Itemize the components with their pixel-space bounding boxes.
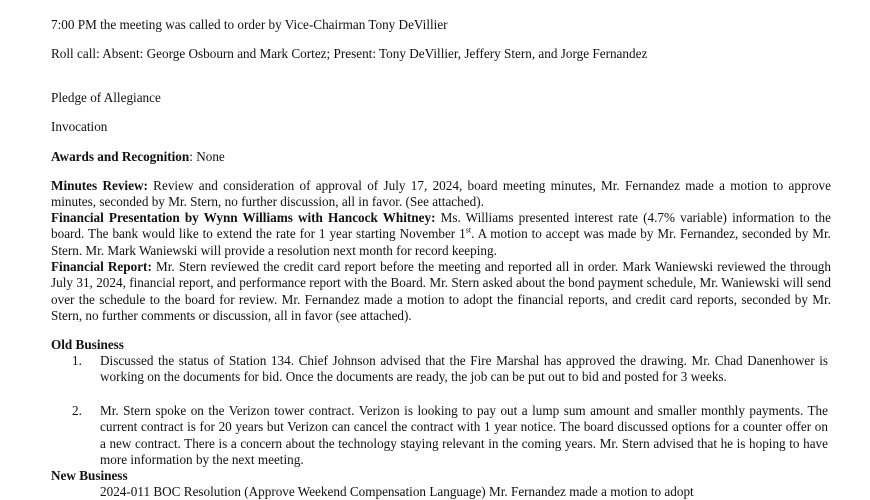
new-business-title: New Business (51, 468, 128, 483)
awards-line (51, 149, 225, 165)
old-business-item-2 (72, 403, 828, 468)
invocation-line: Invocation (51, 119, 108, 134)
awards-label: Awards and Recognition (51, 149, 190, 164)
new-business-partial-item: 2024-011 BOC Resolution (Approve Weekend Compensation Language) Mr. Fernandez made a motion to adopt (100, 484, 694, 499)
financial-presentation-paragraph (51, 210, 831, 259)
roll-call-line: Roll call: Absent: George Osbourn and Mark Cortez; Present: Tony DeVillier, Jeffery Stern, and Jorge Fernandez (51, 46, 648, 61)
list-item-text: Mr. Stern spoke on the Verizon tower contract. Verizon is looking to pay out a lump sum amount and smaller monthly payments. The current contract is for 20 years but Verizon can cancel the contract with 1 year notice. The board discussed options for a counter offer on a new contract. There is a concern about the technology staying relevant in the coming years. Mr. Stern advised that he is hoping to have more information by the next meeting. (100, 403, 828, 467)
financial-report-label: Financial Report: (51, 259, 152, 274)
pledge-line: Pledge of Allegiance (51, 90, 161, 105)
financial-presentation-label: Financial Presentation by Wynn Williams with Hancock Whitney: (51, 210, 436, 225)
financial-presentation-text-a: Ms. Williams presented interest rate (4.7% variable) information to the board. The bank would like to extend the rate for 1 year starting November 1 (51, 210, 831, 242)
minutes-review-paragraph (51, 178, 831, 211)
financial-presentation-sup: st (465, 225, 472, 235)
minutes-review-text: Review and consideration of approval of July 17, 2024, board meeting minutes, Mr. Fernandez made a motion to approve minutes, seconded by Mr. Stern, no further discussion, all in favor. (See attached). (51, 178, 831, 210)
list-item-text: Discussed the status of Station 134. Chief Johnson advised that the Fire Marshal has approved the drawing. Mr. Chad Danenhower is working on the documents for bid. Once the documents are ready, the job can be put out to bid and posted for 3 weeks. (100, 353, 828, 385)
minutes-review-label: Minutes Review: (51, 178, 148, 193)
awards-value: : None (189, 149, 225, 164)
list-item-number: 2. (72, 403, 82, 418)
financial-report-text: Mr. Stern reviewed the credit card report before the meeting and reported all in order. Mark Waniewski reviewed the through July 31, 2024, financial report, and performance report with the Board. Mr. Stern asked about the bond payment schedule, Mr. Waniewski will send over the schedule to the board for review. Mr. Fernandez made a motion to adopt the financial reports, and credit card reports, seconded by Mr. Stern, no further comments or discussion, all in favor (see attached). (51, 259, 831, 323)
financial-report-paragraph (51, 259, 831, 324)
list-item-number: 1. (72, 353, 82, 368)
financial-presentation-text-b: . A motion to accept was made by Mr. Fernandez, seconded by Mr. Stern. Mr. Mark Waniewski will provide a resolution next month for record keeping. (51, 226, 831, 258)
old-business-title: Old Business (51, 337, 124, 352)
old-business-item-1 (72, 353, 828, 386)
call-to-order-line: 7:00 PM the meeting was called to order by Vice-Chairman Tony DeVillier (51, 17, 448, 32)
